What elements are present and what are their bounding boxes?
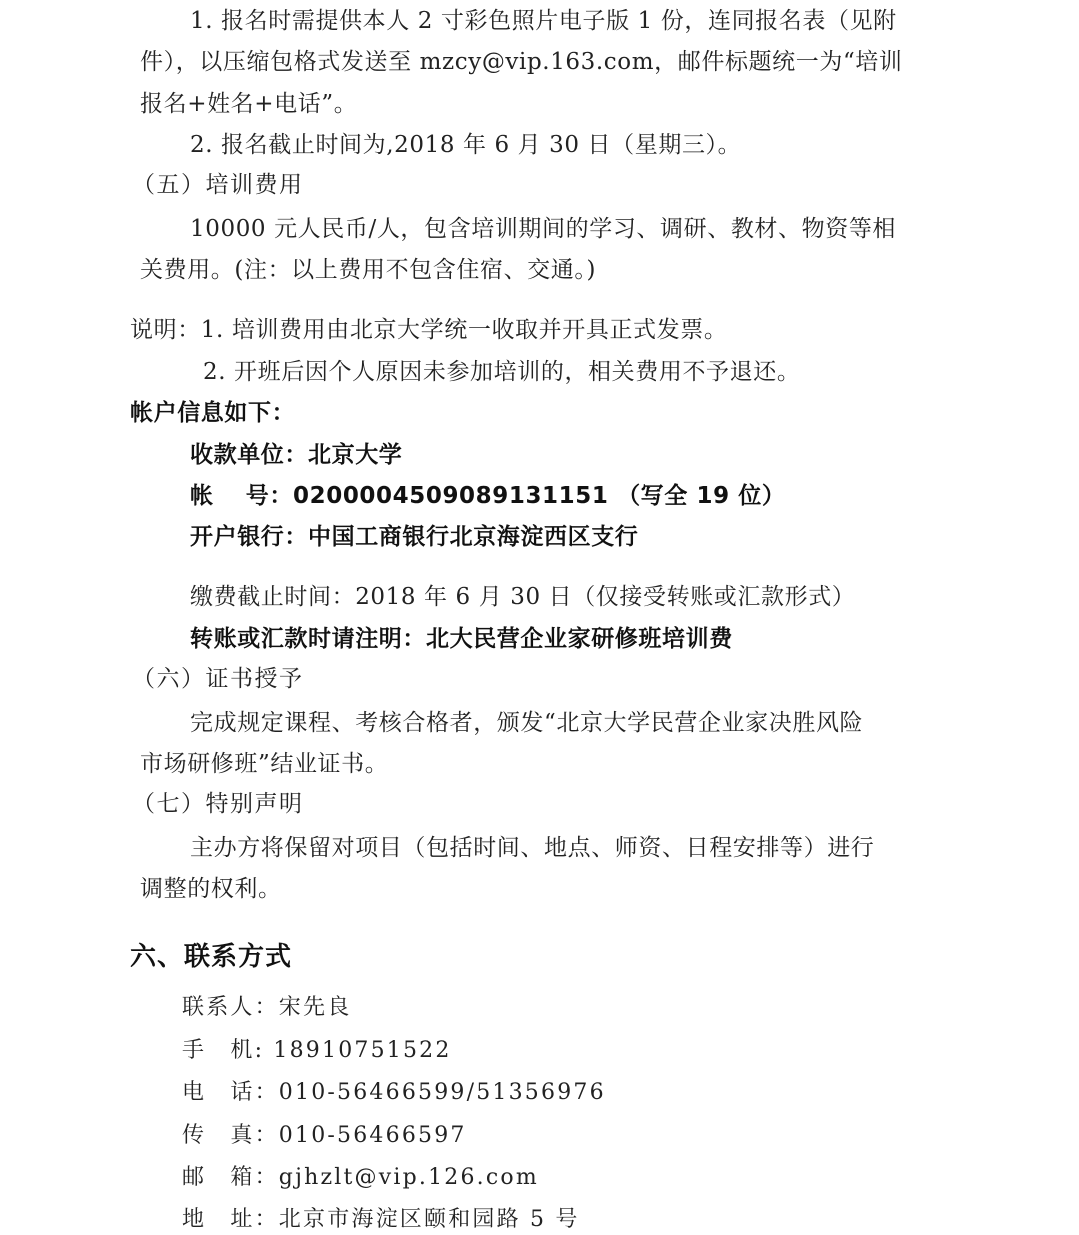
- account-deadline: 缴费截止时间：2018 年 6 月 30 日（仅接受转账或汇款形式）: [190, 584, 856, 610]
- account-number: 帐 号：0200004509089131151 （写全 19 位）: [190, 483, 786, 509]
- fees-line1: 10000 元人民币/人，包含培训期间的学习、调研、教材、物资等相: [190, 216, 897, 242]
- contact-heading: 六、联系方式: [130, 942, 293, 972]
- fees-heading: （五）培训费用: [132, 172, 304, 198]
- registration-item1-line3: 报名+姓名+电话”。: [140, 91, 358, 117]
- statement-heading: （七）特别声明: [132, 791, 304, 817]
- notes-line1: 说明：1. 培训费用由北京大学统一收取并开具正式发票。: [130, 317, 728, 343]
- contact-phone: 电 话：010-56466599/51356976: [182, 1080, 606, 1105]
- account-bank: 开户银行：中国工商银行北京海淀西区支行: [190, 524, 639, 550]
- account-payee: 收款单位：北京大学: [190, 442, 403, 468]
- account-remark: 转账或汇款时请注明：北大民营企业家研修班培训费: [190, 626, 733, 652]
- notes-line2: 2. 开班后因个人原因未参加培训的，相关费用不予退还。: [203, 359, 801, 385]
- registration-item2: 2. 报名截止时间为,2018 年 6 月 30 日（星期三）。: [190, 132, 742, 158]
- registration-item1-line2: 件），以压缩包格式发送至 mzcy@vip.163.com，邮件标题统一为“培训: [140, 49, 903, 75]
- contact-fax: 传 真：010-56466597: [182, 1123, 467, 1148]
- contact-address: 地 址：北京市海淀区颐和园路 5 号: [182, 1207, 580, 1232]
- statement-line1: 主办方将保留对项目（包括时间、地点、师资、日程安排等）进行: [190, 835, 875, 861]
- contact-mobile: 手 机: 18910751522: [182, 1038, 452, 1063]
- statement-line2: 调整的权利。: [140, 876, 282, 902]
- contact-email: 邮 箱：gjhzlt@vip.126.com: [182, 1165, 539, 1190]
- certificate-line2: 市场研修班”结业证书。: [140, 751, 389, 777]
- certificate-heading: （六）证书授予: [132, 666, 304, 692]
- certificate-line1: 完成规定课程、考核合格者，颁发“北京大学民营企业家决胜风险: [190, 710, 864, 736]
- contact-person: 联系人：宋先良: [182, 995, 352, 1020]
- account-title: 帐户信息如下：: [130, 400, 296, 426]
- fees-line2: 关费用。(注：以上费用不包含住宿、交通。): [140, 257, 597, 283]
- registration-item1-line1: 1. 报名时需提供本人 2 寸彩色照片电子版 1 份，连同报名表（见附: [190, 8, 897, 34]
